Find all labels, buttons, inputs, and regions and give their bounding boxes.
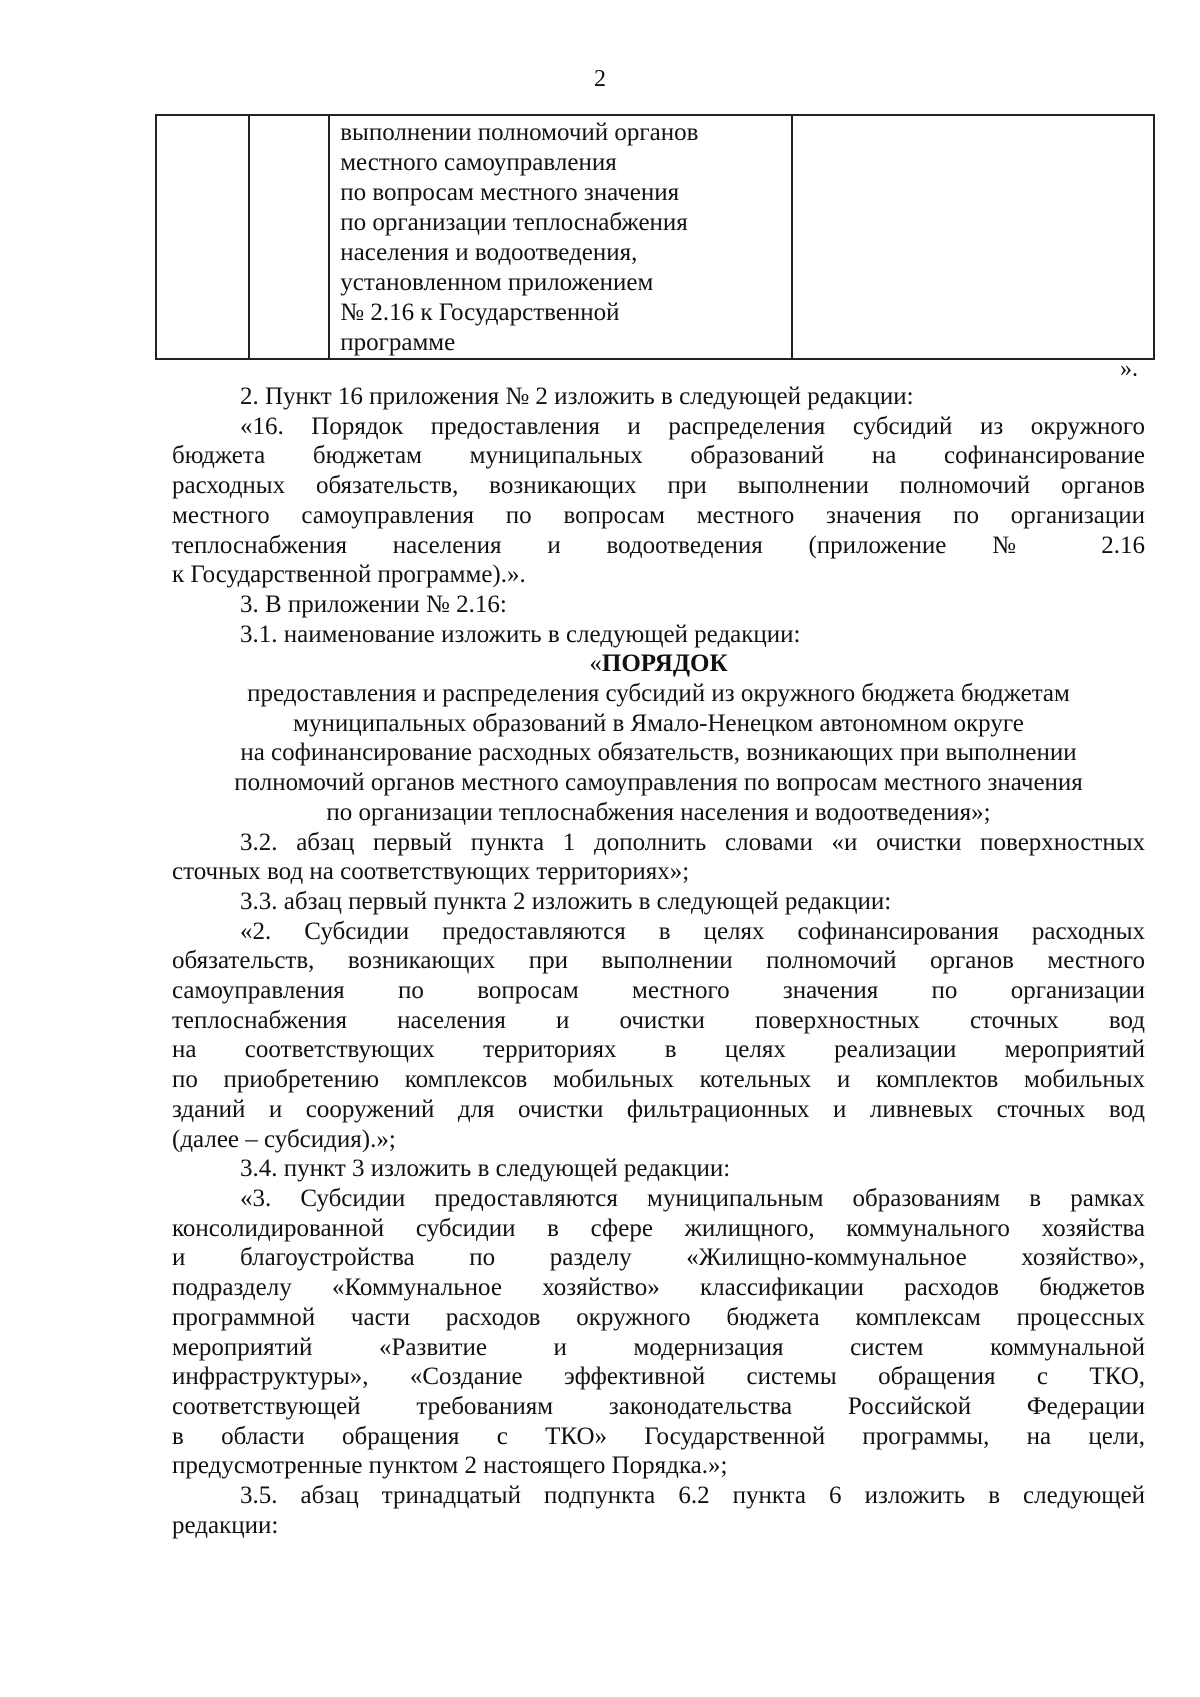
subtitle-line: на софинансирование расходных обязательств, возникающих при выполнении [240, 739, 1077, 767]
text-line: к Государственной программе).». [172, 561, 526, 589]
cell-line: населения и водоотведения, [340, 239, 638, 266]
cell-line: местного самоуправления [340, 149, 617, 176]
paragraph-3-3: 3.3. абзац первый пункта 2 изложить в следующей редакции: [240, 887, 892, 915]
document-body [172, 382, 1145, 1540]
text-line: сточных вод на соответствующих территориях»; [172, 858, 690, 886]
paragraph-3-new [172, 1184, 1145, 1481]
text-line: по приобретению комплексов мобильных котельных и комплектов мобильных [172, 1066, 1145, 1094]
title-quote: « [589, 650, 602, 678]
subtitle-line: по организации теплоснабжения населения и водоотведения»; [326, 798, 991, 826]
text-line: предусмотренные пунктом 2 настоящего Порядка.»; [172, 1452, 728, 1480]
text-line: консолидированной субсидии в сфере жилищного, коммунального хозяйства [172, 1214, 1145, 1242]
cell-line: № 2.16 к Государственной [340, 299, 620, 326]
text-line: соответствующей требованиям законодательства Российской Федерации [172, 1392, 1145, 1420]
paragraph-2-new [172, 917, 1145, 1155]
table-cell-empty [792, 115, 1154, 359]
paragraph-3: 3. В приложении № 2.16: [240, 590, 507, 618]
text-line: самоуправления по вопросам местного значения по организации [172, 977, 1145, 1005]
page-number: 2 [594, 66, 606, 92]
text-line: программной части расходов окружного бюджета комплексам процессных [172, 1303, 1145, 1331]
cell-line: установленном приложением [340, 269, 654, 296]
text-line: бюджета бюджетам муниципальных образований на софинансирование [172, 442, 1145, 470]
subtitle-line: муниципальных образований в Ямало-Ненецком автономном округе [293, 709, 1024, 737]
document-title [172, 649, 1145, 679]
text-line: 3.2. абзац первый пункта 1 дополнить словами «и очистки поверхностных [240, 828, 1145, 856]
subtitle-line: предоставления и распределения субсидий из окружного бюджета бюджетам [247, 680, 1070, 708]
table-row [156, 115, 1154, 359]
text-line: «2. Субсидии предоставляются в целях софинансирования расходных [240, 917, 1145, 945]
paragraph-3-2 [172, 828, 1145, 887]
text-line: теплоснабжения населения и очистки поверхностных сточных вод [172, 1006, 1145, 1034]
text-line: мероприятий «Развитие и модернизация систем коммунальной [172, 1333, 1145, 1361]
cell-description-text [330, 116, 791, 358]
paragraph-2: 2. Пункт 16 приложения № 2 изложить в следующей редакции: [240, 383, 914, 410]
closing-quote: ». [1120, 356, 1138, 382]
paragraph-3-1: 3.1. наименование изложить в следующей редакции: [240, 620, 801, 648]
text-line: редакции: [172, 1511, 279, 1539]
text-line: расходных обязательств, возникающих при выполнении полномочий органов [172, 472, 1145, 500]
text-line: обязательств, возникающих при выполнении полномочий органов местного [172, 947, 1145, 975]
text-line: подразделу «Коммунальное хозяйство» классификации расходов бюджетов [172, 1274, 1145, 1302]
text-line: на соответствующих территориях в целях реализации мероприятий [172, 1036, 1145, 1064]
cell-line: программе [340, 329, 456, 356]
paragraph-3-5 [172, 1481, 1145, 1540]
text-line: местного самоуправления по вопросам местного значения по организации [172, 501, 1145, 529]
title-text: ПОРЯДОК [601, 650, 728, 678]
cell-line: по организации теплоснабжения [340, 209, 688, 236]
paragraph-3-4: 3.4. пункт 3 изложить в следующей редакции: [240, 1155, 731, 1183]
text-line: «16. Порядок предоставления и распределения субсидий из окружного [240, 412, 1145, 440]
text-line: в области обращения с ТКО» Государственной программы, на цели, [172, 1422, 1145, 1450]
continued-table [155, 114, 1155, 360]
text-line: инфраструктуры», «Создание эффективной системы обращения с ТКО, [172, 1363, 1145, 1391]
text-line: 3.5. абзац тринадцатый подпункта 6.2 пункта 6 изложить в следующей [240, 1482, 1145, 1510]
table-cell-description [329, 115, 792, 359]
text-line: зданий и сооружений для очистки фильтрационных и ливневых сточных вод [172, 1095, 1145, 1123]
subtitle-line: полномочий органов местного самоуправления по вопросам местного значения [234, 769, 1083, 797]
text-line: (далее – субсидия).»; [172, 1125, 396, 1153]
document-subtitle [172, 679, 1145, 828]
table-cell-number [156, 115, 249, 359]
table-cell-code [249, 115, 330, 359]
cell-line: выполнении полномочий органов [340, 119, 699, 146]
cell-line: по вопросам местного значения [340, 179, 680, 206]
text-line: теплоснабжения населения и водоотведения (приложение № 2.16 [172, 531, 1145, 559]
text-line: и благоустройства по разделу «Жилищно-коммунальное хозяйство», [172, 1244, 1145, 1272]
text-line: «3. Субсидии предоставляются муниципальным образованиям в рамках [240, 1184, 1145, 1212]
paragraph-16-text [172, 412, 1145, 590]
